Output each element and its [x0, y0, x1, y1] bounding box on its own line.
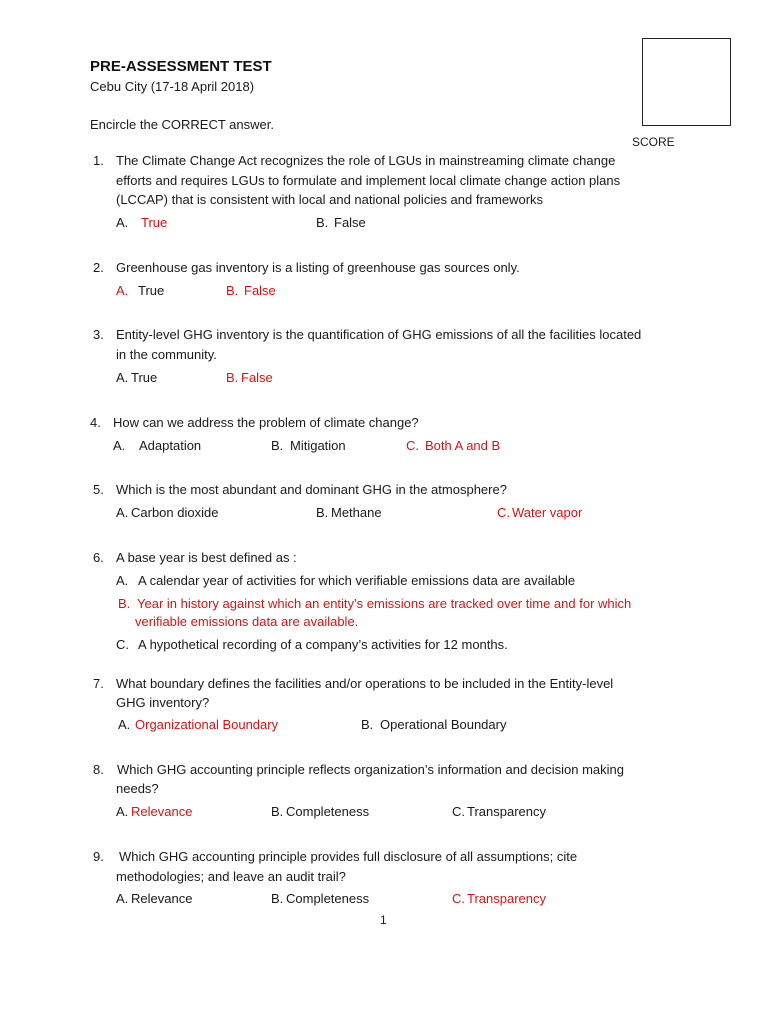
option-text: True	[138, 283, 165, 298]
option-text: Operational Boundary	[380, 717, 507, 732]
question-text-line: What boundary defines the facilities and/or operations to be included in the Entity-level	[116, 676, 614, 691]
option-text: Transparency	[467, 804, 546, 819]
option-text: Completeness	[286, 804, 370, 819]
question-number: 9.	[93, 849, 104, 864]
option-text: Mitigation	[290, 438, 346, 453]
question-text-line: (LCCAP) that is consistent with local and national policies and frameworks	[116, 192, 544, 207]
option-text: Relevance	[131, 891, 193, 906]
option-letter: A.	[113, 438, 126, 453]
option-text-correct-continued: verifiable emissions data are available.	[135, 614, 359, 629]
option-text-correct: Relevance	[131, 804, 193, 819]
page-title: PRE-ASSESSMENT TEST	[90, 58, 272, 75]
question-number: 4.	[90, 415, 101, 430]
option-text: False	[334, 215, 366, 230]
option-text: A hypothetical recording of a company’s activities for 12 months.	[138, 637, 508, 652]
option-letter: B.	[316, 215, 329, 230]
option-text-correct: False	[241, 370, 273, 385]
question-text-line: efforts and requires LGUs to formulate and implement local climate change action plans	[116, 173, 621, 188]
option-text: Adaptation	[139, 438, 202, 453]
option-letter: C.	[116, 637, 129, 652]
question-text-line: Which is the most abundant and dominant GHG in the atmosphere?	[116, 482, 507, 497]
question-text-line: Which GHG accounting principle reflects organization’s information and decision making	[117, 762, 625, 777]
option-letter: A.	[116, 283, 129, 298]
option-text: Completeness	[286, 891, 370, 906]
question-text-line: methodologies; and leave an audit trail?	[116, 869, 346, 884]
question-text-line: in the community.	[116, 347, 217, 362]
question-text-line: How can we address the problem of climate change?	[113, 415, 419, 430]
question-number: 5.	[93, 482, 104, 497]
option-text-correct: Both A and B	[425, 438, 501, 453]
option-letter: A.	[116, 370, 129, 385]
question-number: 7.	[93, 676, 104, 691]
option-text-correct: Water vapor	[512, 505, 583, 520]
option-letter: A.	[118, 717, 131, 732]
option-text-correct: Organizational Boundary	[135, 717, 279, 732]
option-text-correct: True	[141, 215, 168, 230]
option-letter: B.	[361, 717, 374, 732]
option-letter: A.	[116, 891, 129, 906]
option-text: True	[131, 370, 158, 385]
option-letter: C.	[452, 804, 465, 819]
instruction-text: Encircle the CORRECT answer.	[90, 117, 274, 132]
option-letter: C.	[406, 438, 419, 453]
option-letter: B.	[118, 596, 131, 611]
option-text: A calendar year of activities for which verifiable emissions data are available	[138, 573, 576, 588]
question-text-line: Entity-level GHG inventory is the quantification of GHG emissions of all the facilities located	[116, 327, 642, 342]
question-text-line: needs?	[116, 781, 159, 796]
question-text-line: The Climate Change Act recognizes the role of LGUs in mainstreaming climate change	[116, 153, 616, 168]
option-text-correct: Transparency	[467, 891, 546, 906]
question-number: 2.	[93, 260, 104, 275]
option-letter: A.	[116, 804, 129, 819]
option-text-correct: False	[244, 283, 276, 298]
option-letter: B.	[226, 283, 239, 298]
option-letter: A.	[116, 505, 129, 520]
option-letter: B.	[271, 891, 284, 906]
option-letter: A.	[116, 215, 129, 230]
option-letter: A.	[116, 573, 129, 588]
event-location-date: Cebu City (17-18 April 2018)	[90, 79, 255, 94]
option-text-correct: Year in history against which an entity’s emissions are tracked over time and for which	[137, 596, 632, 611]
option-letter: B.	[226, 370, 239, 385]
option-letter: B.	[271, 804, 284, 819]
question-text-line: GHG inventory?	[116, 695, 210, 710]
option-letter: B.	[271, 438, 284, 453]
option-text: Carbon dioxide	[131, 505, 219, 520]
question-text-line: Which GHG accounting principle provides full disclosure of all assumptions; cite	[119, 849, 578, 864]
page-number: 1	[380, 913, 387, 927]
question-number: 1.	[93, 153, 104, 168]
question-number: 3.	[93, 327, 104, 342]
score-label: SCORE	[632, 135, 675, 149]
score-box	[642, 38, 731, 126]
question-number: 8.	[93, 762, 104, 777]
option-letter: C.	[452, 891, 465, 906]
option-text: Methane	[331, 505, 382, 520]
question-number: 6.	[93, 550, 104, 565]
option-letter: C.	[497, 505, 510, 520]
option-letter: B.	[316, 505, 329, 520]
question-text-line: Greenhouse gas inventory is a listing of greenhouse gas sources only.	[116, 260, 520, 275]
question-text-line: A base year is best defined as :	[116, 550, 297, 565]
